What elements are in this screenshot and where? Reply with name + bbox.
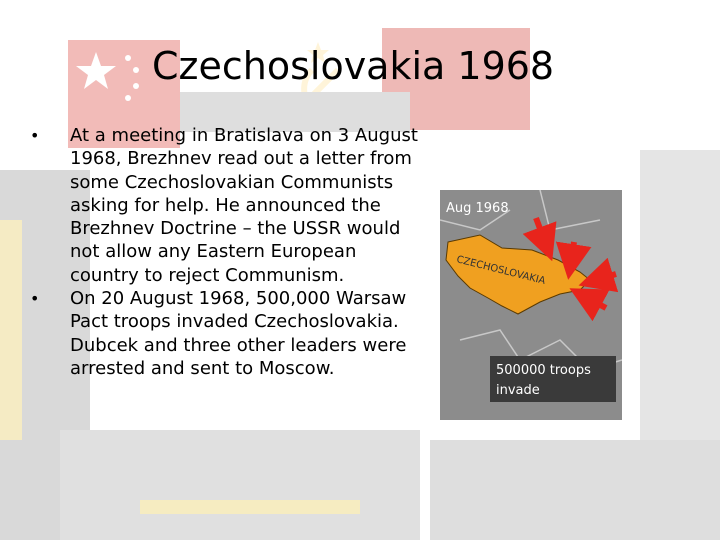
bullet-dot-icon: • [30, 126, 40, 145]
bullet-list [30, 124, 430, 380]
bullet-item [30, 287, 430, 380]
map-country-label: CZECHOSLOVAKIA [455, 254, 547, 287]
map-caption-line2: invade [496, 383, 540, 398]
bullet-item [30, 124, 430, 287]
yellow-stripe-bottom [140, 500, 360, 514]
right-edge-photo [640, 150, 720, 440]
bullet-dot-icon: • [30, 289, 40, 309]
slide-title: Czechoslovakia 1968 [152, 44, 555, 88]
arrow-icon [570, 242, 574, 268]
left-yellow-strip [0, 220, 22, 440]
bullet-text: At a meeting in Bratislava on 3 August 1968, Brezhnev read out a letter from some Czechoslovakian Communists asking for help. He announced the Brezhnev Doctrine – the USSR would not allow any Eastern European country to reject Communism. [70, 125, 418, 286]
map-caption-line1: 500000 troops [496, 363, 591, 378]
invasion-map [440, 190, 622, 420]
bullet-text: On 20 August 1968, 500,000 Warsaw Pact troops invaded Czechoslovakia. Dubcek and three other leaders were arrested and sent to Moscow. [70, 288, 407, 379]
bottom-right-photo [430, 440, 720, 540]
map-date-label: Aug 1968 [446, 201, 509, 216]
bottom-photo [60, 430, 420, 540]
